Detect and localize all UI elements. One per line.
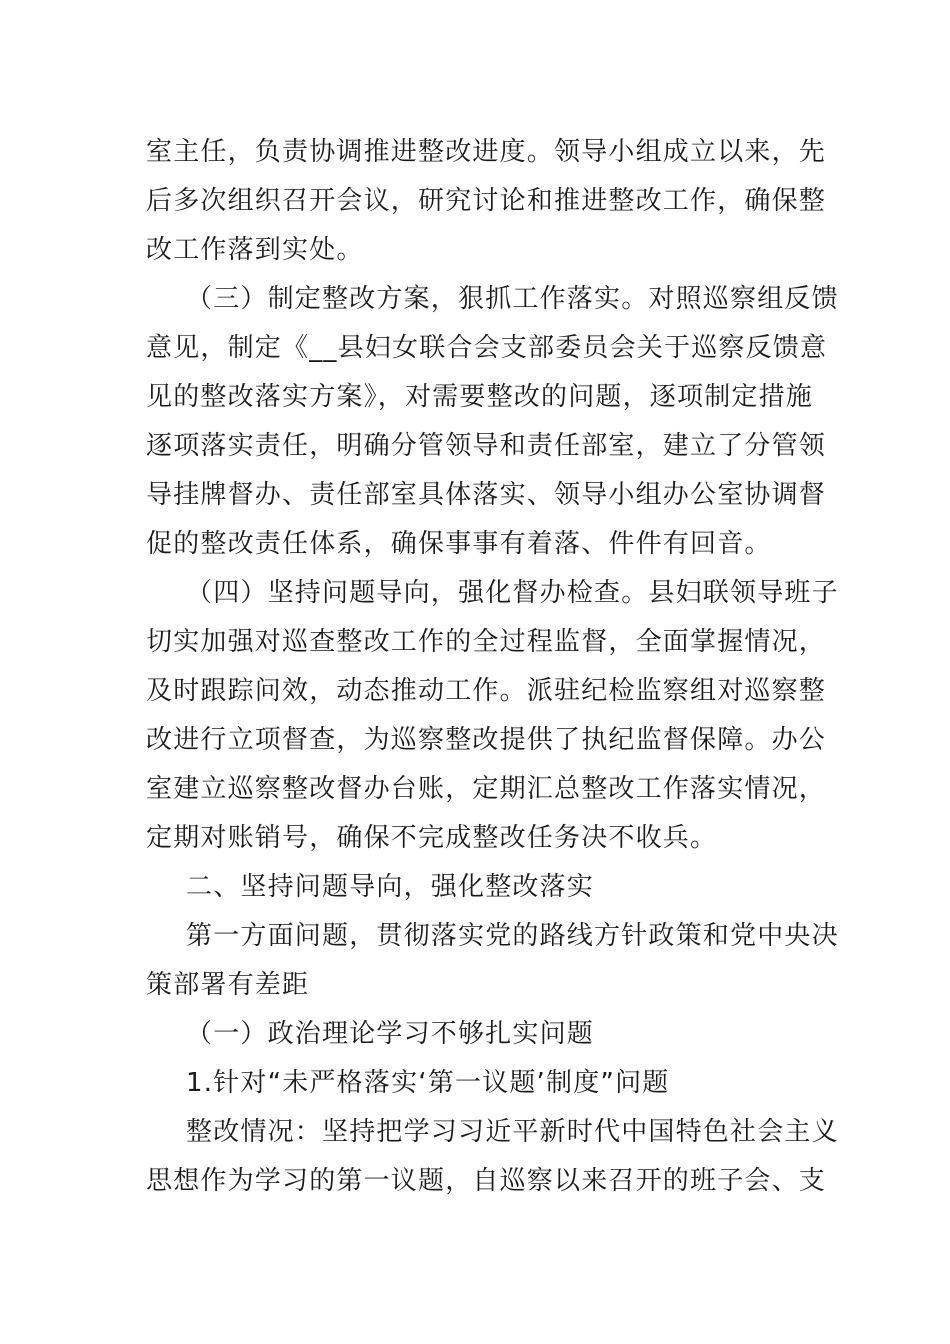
text-line: 定期对账销号，确保不完成整改任务决不收兵。	[146, 823, 718, 853]
item-heading-1: 1.针对“未严格落实‘第一议题’制度”问题	[186, 1068, 670, 1098]
text-line: 后多次组织召开会议，研究讨论和推进整改工作，确保整	[146, 186, 827, 216]
section-heading-2: 二、坚持问题导向，强化整改落实	[186, 872, 595, 902]
text-line: 及时跟踪问效，动态推动工作。派驻纪检监察组对巡察整	[146, 676, 827, 706]
text-line: 促的整改责任体系，确保事事有着落、件件有回音。	[146, 529, 772, 559]
text-line: 第一方面问题，贯彻落实党的路线方针政策和党中央决	[186, 921, 839, 951]
text-line: 思想作为学习的第一议题，自巡察以来召开的班子会、支	[146, 1166, 827, 1196]
document-body	[146, 128, 839, 1206]
paragraph-heading-4: （四）坚持问题导向，强化督办检查。县妇联领导班子	[186, 578, 839, 608]
text-line: 策部署有差距	[146, 970, 310, 1000]
text-line: 导挂牌督办、责任部室具体落实、领导小组办公室协调督	[146, 480, 827, 510]
text-line: 切实加强对巡查整改工作的全过程监督，全面掌握情况，	[146, 627, 827, 657]
subsection-heading-1: （一）政治理论学习不够扎实问题	[186, 1019, 595, 1049]
text-line: 室主任，负责协调推进整改进度。领导小组成立以来，先	[146, 137, 827, 167]
text-line: 改工作落到实处。	[146, 235, 364, 265]
text-line: 见的整改落实方案》，对需要整改的问题，逐项制定措施	[146, 382, 814, 412]
paragraph-heading-3: （三）制定整改方案，狠抓工作落实。对照巡察组反馈	[186, 284, 839, 314]
text-line: 改进行立项督查，为巡察整改提供了执纪监督保障。办公	[146, 725, 827, 755]
text-line: 整改情况：坚持把学习习近平新时代中国特色社会主义	[186, 1117, 839, 1147]
text-line: 意见，制定《__县妇女联合会支部委员会关于巡察反馈意	[146, 333, 828, 363]
text-line: 逐项落实责任，明确分管领导和责任部室，建立了分管领	[146, 431, 827, 461]
text-line: 室建立巡察整改督办台账，定期汇总整改工作落实情况，	[146, 774, 827, 804]
